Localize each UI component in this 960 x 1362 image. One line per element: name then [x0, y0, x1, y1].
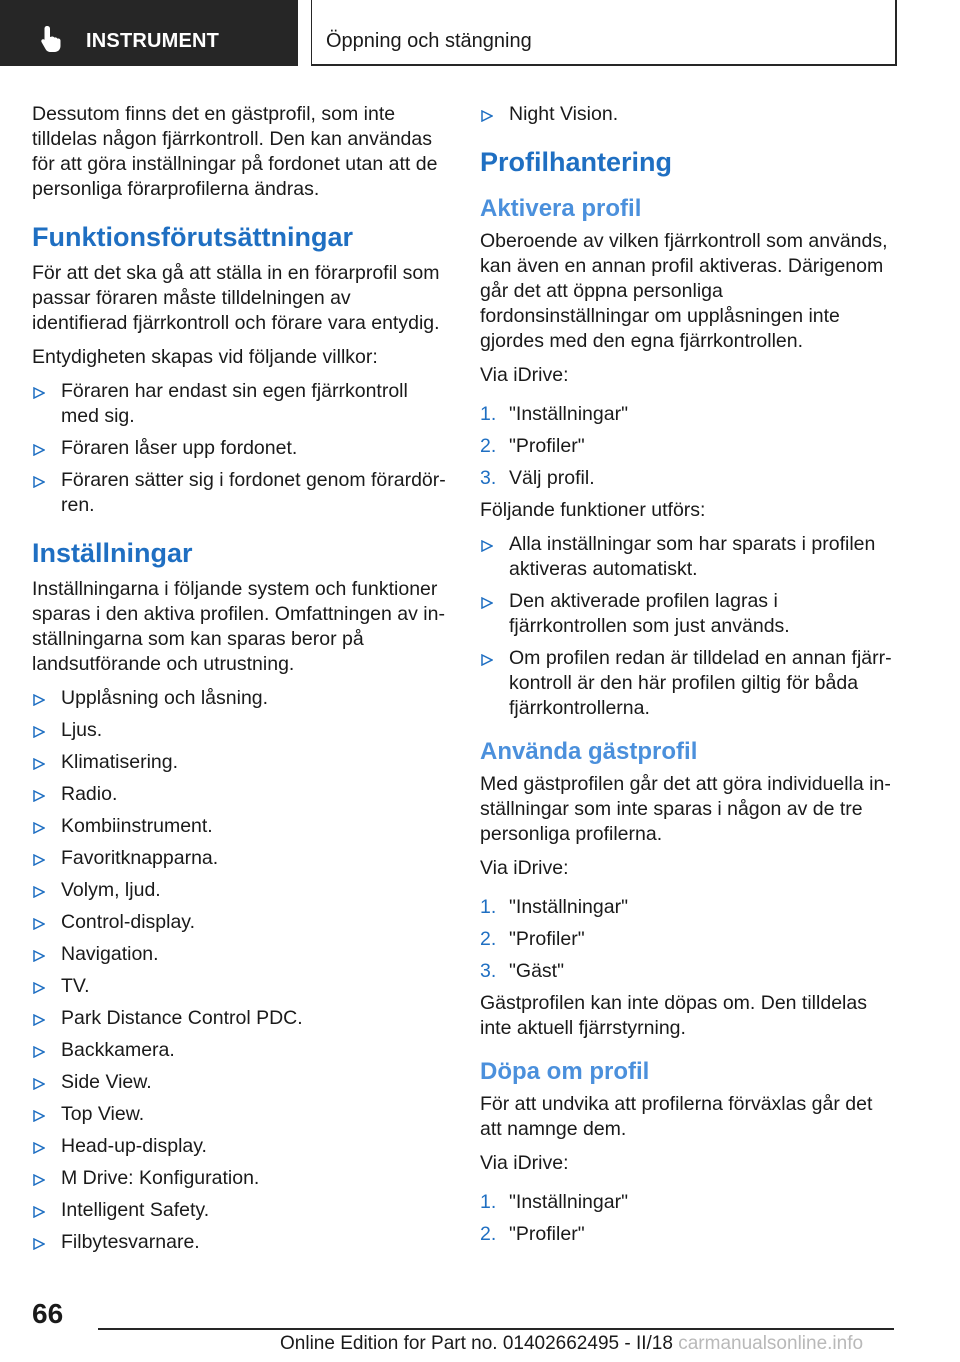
settings-paragraph: Inställningarna i följande system och funktioner sparas i den aktiva profilen. Omfattningen av inställningarna som kan sparas beror på landsutförande och utrustning. — [32, 578, 445, 675]
func-conditions-list — [32, 379, 446, 518]
func-paragraph-2: Entydigheten skapas vid följande villkor: — [32, 346, 378, 368]
guest-paragraph-2: Gästprofilen kan inte döpas om. Den tilldelas inte aktuell fjärrstyrning. — [480, 992, 867, 1039]
section-title: Öppning och stängning — [326, 30, 532, 52]
intro-paragraph: Dessutom finns det en gästprofil, som inte tilldelas någon fjärrkontroll. Den kan användas för att göra inställningar på fordonet utan att de personliga förarprofilerna ändras. — [32, 103, 438, 200]
list-item: Favoritknapparna. — [32, 846, 446, 871]
follow-list — [480, 532, 896, 721]
rename-paragraph: För att undvika att profilerna förväxlas går det att namnge dem. — [480, 1093, 873, 1140]
triangle-bullet-icon — [33, 790, 45, 802]
via-idrive-2: Via iDrive: — [480, 857, 569, 879]
triangle-bullet-icon — [33, 476, 45, 488]
list-item: 1. "Inställningar" — [480, 896, 628, 918]
heading-guest-profile: Använda gästprofil — [480, 738, 698, 765]
triangle-bullet-icon — [33, 1206, 45, 1218]
guest-paragraph: Med gästprofilen går det att göra individuella inställningar som inte sparas i någon av de tre personliga profilerna. — [480, 773, 891, 845]
list-item: Top View. — [32, 1102, 446, 1127]
triangle-bullet-icon — [33, 1238, 45, 1250]
list-item: Den aktiverade profilen lagras i fjärrkontrollen som just används. — [480, 589, 896, 639]
triangle-bullet-icon — [481, 597, 493, 609]
footer-edition — [280, 1333, 863, 1355]
hand-pointer-icon — [38, 24, 66, 54]
list-item: Föraren har endast sin egen fjärrkontroll med sig. — [32, 379, 446, 429]
list-item: Intelligent Safety. — [32, 1198, 446, 1223]
list-item: Ljus. — [32, 718, 446, 743]
chapter-tab[interactable] — [0, 0, 298, 66]
list-item: Klimatisering. — [32, 750, 446, 775]
list-item: Filbytesvarnare. — [32, 1230, 446, 1255]
chapter-label: INSTRUMENT — [86, 30, 220, 52]
triangle-bullet-icon — [33, 387, 45, 399]
list-item: Control-display. — [32, 910, 446, 935]
settings-list-continued — [480, 102, 896, 127]
list-item: Kombiinstrument. — [32, 814, 446, 839]
triangle-bullet-icon — [33, 822, 45, 834]
triangle-bullet-icon — [33, 886, 45, 898]
triangle-bullet-icon — [33, 1078, 45, 1090]
list-item: 2. "Profiler" — [480, 435, 585, 457]
via-idrive-3: Via iDrive: — [480, 1152, 569, 1174]
triangle-bullet-icon — [33, 918, 45, 930]
func-paragraph-1: För att det ska gå att ställa in en förarprofil som passar föraren måste tilldelningen av identifierad fjärrkontroll och förare vara entydig. — [32, 262, 440, 334]
list-item: 1. "Inställningar" — [480, 403, 628, 425]
triangle-bullet-icon — [33, 1142, 45, 1154]
page-number: 66 — [32, 1298, 64, 1329]
list-item: 2. "Profiler" — [480, 928, 585, 950]
edition-text: Online Edition for Part no. 01402662495 - II/18 — [280, 1333, 673, 1354]
heading-rename-profile: Döpa om profil — [480, 1058, 650, 1085]
list-item: Navigation. — [32, 942, 446, 967]
list-item: M Drive: Konfiguration. — [32, 1166, 446, 1191]
triangle-bullet-icon — [33, 982, 45, 994]
triangle-bullet-icon — [481, 540, 493, 552]
list-item: 3. Välj profil. — [480, 467, 595, 489]
list-item: 3. "Gäst" — [480, 960, 565, 982]
triangle-bullet-icon — [481, 110, 493, 122]
heading-functional-requirements: Funktionsförutsättningar — [32, 222, 353, 252]
heading-profile-management: Profilhantering — [480, 147, 673, 177]
follow-paragraph: Följande funktioner utförs: — [480, 499, 706, 521]
section-header — [311, 0, 897, 66]
triangle-bullet-icon — [33, 694, 45, 706]
triangle-bullet-icon — [33, 444, 45, 456]
left-column — [32, 102, 446, 1262]
heading-settings: Inställningar — [32, 538, 193, 568]
triangle-bullet-icon — [33, 1046, 45, 1058]
list-item: Night Vision. — [480, 102, 896, 127]
triangle-bullet-icon — [33, 1110, 45, 1122]
triangle-bullet-icon — [33, 726, 45, 738]
list-item: 1. "Inställningar" — [480, 1191, 628, 1213]
triangle-bullet-icon — [33, 950, 45, 962]
triangle-bullet-icon — [33, 854, 45, 866]
triangle-bullet-icon — [33, 1174, 45, 1186]
heading-activate-profile: Aktivera profil — [480, 195, 642, 222]
triangle-bullet-icon — [33, 758, 45, 770]
list-item: Park Distance Control PDC. — [32, 1006, 446, 1031]
list-item: Backkamera. — [32, 1038, 446, 1063]
list-item: Föraren sätter sig i fordonet genom förardörren. — [32, 468, 446, 518]
triangle-bullet-icon — [481, 654, 493, 666]
watermark: carmanualsonline.info — [678, 1333, 864, 1354]
activate-paragraph: Oberoende av vilken fjärrkontroll som används, kan även en annan profil aktiveras. Därigenom går det att öppna personliga fordonsinställningar om upplåsningen inte gjordes med den egna fjärrkontrollen. — [480, 230, 888, 352]
steps-guest — [480, 895, 896, 984]
triangle-bullet-icon — [33, 1014, 45, 1026]
settings-list — [32, 686, 446, 1255]
list-item: Head-up-display. — [32, 1134, 446, 1159]
via-idrive-1: Via iDrive: — [480, 364, 569, 386]
list-item: Volym, ljud. — [32, 878, 446, 903]
list-item: Upplåsning och låsning. — [32, 686, 446, 711]
list-item: Radio. — [32, 782, 446, 807]
list-item: Föraren låser upp fordonet. — [32, 436, 446, 461]
footer-divider — [98, 1328, 894, 1330]
list-item: Alla inställningar som har sparats i profilen aktiveras automatiskt. — [480, 532, 896, 582]
list-item: Om profilen redan är tilldelad en annan fjärrkontroll är den här profilen giltig för båda fjärrkontrollerna. — [480, 646, 896, 721]
list-item: 2. "Profiler" — [480, 1223, 585, 1245]
steps-rename — [480, 1190, 896, 1247]
right-column — [480, 102, 896, 1254]
list-item: TV. — [32, 974, 446, 999]
list-item: Side View. — [32, 1070, 446, 1095]
steps-activate — [480, 402, 896, 491]
